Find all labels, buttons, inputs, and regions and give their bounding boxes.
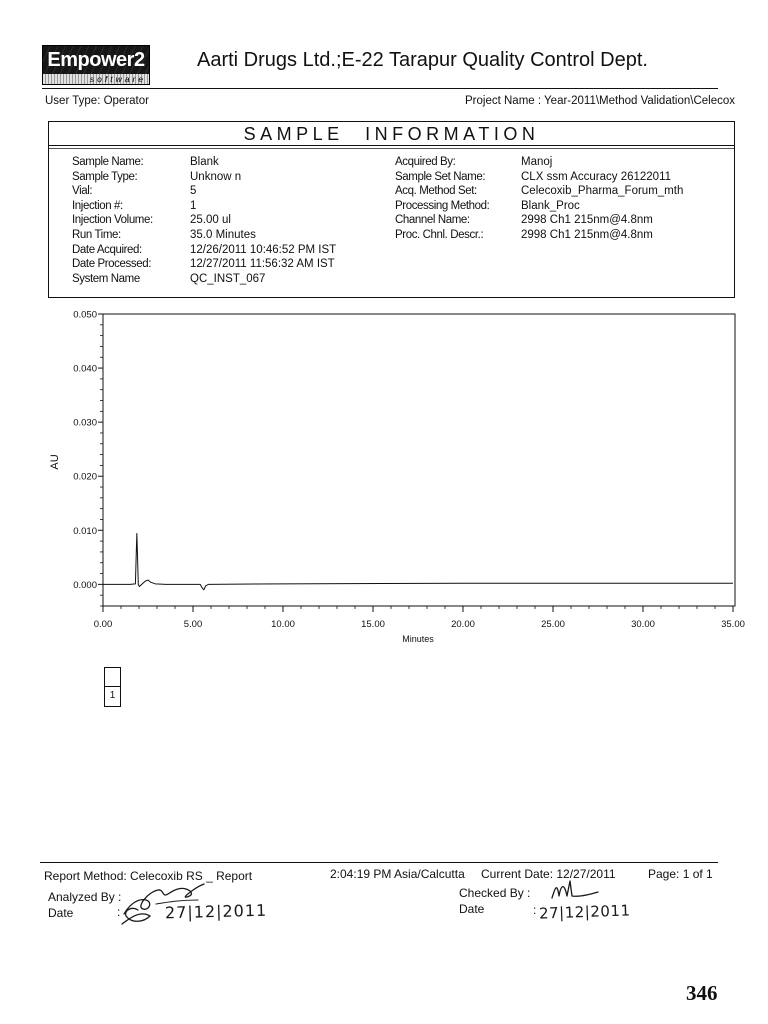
- info-value: Celecoxib_Pharma_Forum_mth: [521, 185, 684, 198]
- info-label: Sample Name:: [72, 156, 144, 168]
- y-tick-label: 0.020: [73, 471, 97, 483]
- analyzed-date-handwritten: 27|12|2011: [164, 900, 268, 923]
- info-label: Vial:: [72, 185, 93, 198]
- info-row-sample-set-name: [395, 170, 683, 185]
- report-title: Aarti Drugs Ltd.;E-22 Tarapur Quality Control Dept.: [197, 49, 648, 71]
- info-label: Processing Method:: [395, 199, 490, 212]
- info-label: Acquired By:: [395, 156, 456, 168]
- info-row-system-name: [72, 272, 336, 287]
- peak-box-empty-cell: [104, 667, 121, 687]
- info-row-processing-method: [395, 199, 683, 214]
- analyzed-by-label: Analyzed By :: [48, 890, 122, 904]
- info-label: Sample Set Name:: [395, 170, 486, 183]
- info-value: 35.0 Minutes: [190, 228, 256, 241]
- peak-box-row-label: 1: [104, 687, 121, 707]
- info-value: Blank_Proc: [521, 199, 580, 212]
- info-row-injection: [72, 199, 336, 214]
- info-row-sample-name: [72, 155, 336, 170]
- info-row-proc-chnl-descr: [395, 228, 683, 243]
- info-label: Channel Name:: [395, 214, 470, 227]
- info-value: 1: [190, 199, 197, 212]
- y-tick-label: 0.000: [73, 579, 97, 591]
- info-row-date-processed: [72, 257, 336, 272]
- logo-wordmark: Empower2: [43, 46, 149, 74]
- x-tick-label: 0.00: [93, 619, 113, 630]
- analyzed-date-label: Date: [48, 906, 74, 920]
- info-value: 2998 Ch1 215nm@4.8nm: [521, 228, 653, 241]
- info-label: Injection Volume:: [72, 214, 153, 227]
- info-row-channel-name: [395, 213, 683, 228]
- x-tick-label: 30.00: [631, 619, 655, 630]
- info-value: Manoj: [521, 156, 553, 168]
- y-tick-label: 0.040: [73, 363, 97, 375]
- checked-date-label: Date: [459, 902, 485, 916]
- info-value: 12/27/2011 11:56:32 AM IST: [190, 258, 335, 271]
- info-value: CLX ssm Accuracy 26122011: [521, 170, 672, 183]
- heading-double-rule: [49, 145, 734, 149]
- x-tick-label: 5.00: [183, 619, 203, 630]
- chromatogram-plot: [40, 305, 760, 650]
- info-label: Date Processed:: [72, 258, 152, 271]
- info-value: Unknow n: [190, 170, 242, 183]
- info-label: Date Acquired:: [72, 243, 142, 256]
- analyzed-date-colon: :: [117, 905, 121, 919]
- info-value: 12/26/2011 10:46:52 PM IST: [190, 243, 337, 256]
- page-indicator: Page: 1 of 1: [648, 867, 713, 881]
- info-row-injection-volume: [72, 213, 336, 228]
- info-label: Sample Type:: [72, 170, 138, 183]
- info-label: Run Time:: [72, 228, 121, 241]
- current-date: Current Date: 12/27/2011: [481, 867, 616, 881]
- peak-label-box: [104, 667, 121, 707]
- info-label: Acq. Method Set:: [395, 185, 477, 198]
- info-row-date-acquired: [72, 243, 336, 258]
- page-number: 346: [686, 981, 718, 1005]
- info-value: 2998 Ch1 215nm@4.8nm: [521, 214, 653, 227]
- header-divider: [42, 88, 718, 89]
- footer-divider: [40, 862, 718, 863]
- checked-by-label: Checked By :: [459, 886, 531, 900]
- report-method: Report Method: Celecoxib RS _ Report: [44, 869, 253, 883]
- info-label: Proc. Chnl. Descr.:: [395, 228, 484, 241]
- info-row-acq-method-set: [395, 184, 683, 199]
- sample-info-left-column: [72, 155, 336, 286]
- info-row-run-time: [72, 228, 336, 243]
- user-type: User Type: Operator: [45, 95, 149, 107]
- info-value: Blank: [190, 156, 219, 168]
- logo-tagline: software: [43, 74, 149, 84]
- info-value: 5: [190, 185, 197, 198]
- y-tick-label: 0.050: [73, 309, 97, 321]
- sample-info-right-column: [395, 155, 683, 243]
- project-name: Project Name : Year-2011\Method Validation\Celecox: [465, 95, 735, 107]
- checked-date-handwritten: 27|12|2011: [538, 901, 631, 923]
- info-label: Injection #:: [72, 199, 123, 212]
- y-tick-label: 0.030: [73, 417, 97, 429]
- chromatogram-trace: [103, 534, 733, 590]
- info-row-acquired-by: [395, 155, 683, 170]
- y-tick-label: 0.010: [73, 525, 97, 537]
- y-axis-label: AU: [49, 454, 61, 470]
- x-tick-label: 10.00: [271, 619, 295, 630]
- info-row-sample-type: [72, 170, 336, 185]
- x-tick-label: 15.00: [361, 619, 385, 630]
- checked-date-colon: :: [533, 903, 537, 917]
- info-label: System Name: [72, 272, 140, 285]
- x-axis-label: Minutes: [402, 634, 434, 644]
- x-tick-label: 20.00: [451, 619, 475, 630]
- x-tick-label: 35.00: [721, 619, 745, 630]
- info-value: 25.00 ul: [190, 214, 231, 227]
- plot-frame: [103, 314, 735, 606]
- info-row-vial: [72, 184, 336, 199]
- sample-information-heading: SAMPLE INFORMATION: [243, 124, 540, 144]
- info-value: QC_INST_067: [190, 272, 266, 285]
- empower-logo: [42, 45, 150, 85]
- print-time: 2:04:19 PM Asia/Calcutta: [330, 867, 465, 881]
- x-tick-label: 25.00: [541, 619, 565, 630]
